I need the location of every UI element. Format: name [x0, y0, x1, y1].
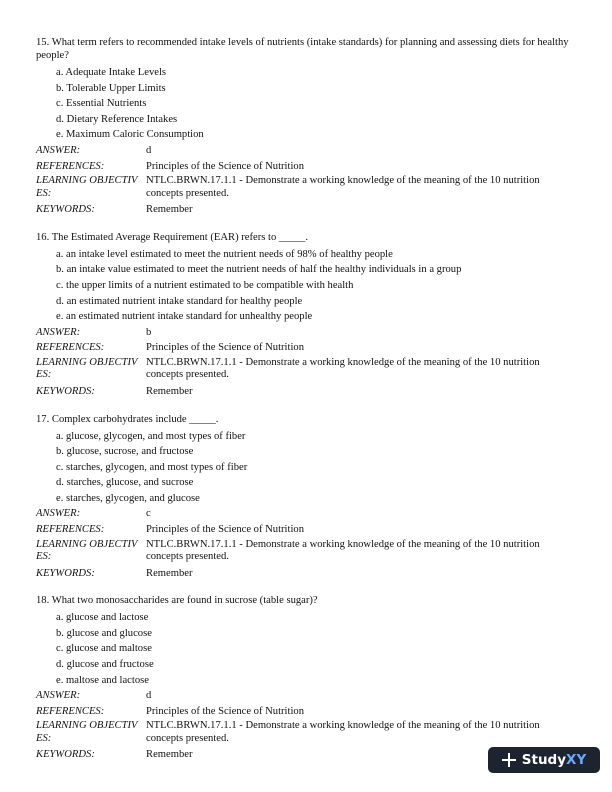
references-row: [36, 522, 576, 538]
question-text: 15. What term refers to recommended intake levels of nutrients (intake standards) for planning and assessing diets for healthy people?: [36, 37, 569, 61]
answer-option: b. an intake value estimated to meet the nutrient needs of half the healthy individuals in a group: [56, 264, 462, 276]
answer-option: e. Maximum Caloric Consumption: [56, 129, 204, 141]
references-label: REFERENCES:: [36, 160, 105, 172]
learning-objectives-value: NTLC.BRWN.17.1.1 - Demonstrate a working knowledge of the meaning of the 10 nutrition concepts presented.: [146, 720, 540, 744]
answer-option: d. glucose and fructose: [56, 659, 154, 671]
learning-objectives-row: [36, 174, 576, 202]
keywords-value: Remember: [146, 749, 193, 761]
keywords-label: KEYWORDS:: [36, 567, 95, 579]
keywords-row: [36, 384, 576, 400]
studyxy-watermark-badge[interactable]: [488, 747, 600, 773]
keywords-value: Remember: [146, 385, 193, 397]
answer-row: [36, 143, 576, 159]
references-row: [36, 159, 576, 175]
answer-value: c: [146, 508, 151, 520]
keywords-row: [36, 566, 576, 582]
learning-objectives-value: NTLC.BRWN.17.1.1 - Demonstrate a working knowledge of the meaning of the 10 nutrition concepts presented.: [146, 175, 540, 199]
brand-name: Study: [521, 751, 567, 768]
answer-option: b. Tolerable Upper Limits: [56, 82, 166, 94]
brand-accent: XY: [566, 751, 587, 768]
answer-option: b. glucose, sucrose, and fructose: [56, 446, 194, 458]
learning-objectives-label: LEARNING OBJECTIV ES:: [36, 356, 138, 381]
keywords-row: [36, 202, 576, 218]
answer-option: e. starches, glycogen, and glucose: [56, 492, 200, 504]
answer-label: ANSWER:: [36, 144, 81, 156]
answer-option: c. Essential Nutrients: [56, 98, 147, 110]
keywords-label: KEYWORDS:: [36, 385, 95, 397]
question-text: 17. Complex carbohydrates include _____.: [36, 413, 219, 425]
learning-objectives-row: [36, 538, 576, 566]
answer-value: b: [146, 326, 152, 338]
answer-option: c. the upper limits of a nutrient estimated to be compatible with health: [56, 279, 354, 291]
question-block: [36, 594, 576, 763]
answer-option: d. an estimated nutrient intake standard for healthy people: [56, 295, 303, 307]
learning-objectives-row: [36, 719, 576, 747]
references-label: REFERENCES:: [36, 342, 105, 354]
answer-row: [36, 506, 576, 522]
answer-option: a. glucose, glycogen, and most types of fiber: [56, 430, 246, 442]
answer-option: a. Adequate Intake Levels: [56, 67, 167, 78]
question-block: [36, 413, 576, 582]
question-text: 18. What two monosaccharides are found in sucrose (table sugar)?: [36, 595, 318, 607]
learning-objectives-value: NTLC.BRWN.17.1.1 - Demonstrate a working knowledge of the meaning of the 10 nutrition concepts presented.: [146, 356, 540, 381]
learning-objectives-label: LEARNING OBJECTIV ES:: [36, 720, 138, 744]
references-row: [36, 340, 576, 356]
answer-option: d. Dietary Reference Intakes: [56, 113, 178, 125]
references-value: Principles of the Science of Nutrition: [146, 705, 304, 717]
answer-option: b. glucose and glucose: [56, 627, 152, 639]
answer-label: ANSWER:: [36, 326, 81, 338]
answer-value: d: [146, 690, 152, 702]
answer-option: e. an estimated nutrient intake standard for unhealthy people: [56, 311, 313, 323]
question-block: [36, 231, 576, 400]
learning-objectives-row: [36, 356, 576, 384]
answer-option: a. glucose and lactose: [56, 612, 149, 624]
answer-row: [36, 325, 576, 341]
answer-option: c. glucose and maltose: [56, 643, 152, 655]
answer-option: d. starches, glucose, and sucrose: [56, 477, 194, 489]
references-value: Principles of the Science of Nutrition: [146, 524, 304, 536]
answer-option: c. starches, glycogen, and most types of fiber: [56, 461, 248, 473]
answer-value: d: [146, 144, 152, 156]
keywords-label: KEYWORDS:: [36, 204, 95, 216]
question-text: 16. The Estimated Average Requirement (EAR) refers to _____.: [36, 231, 309, 243]
answer-option: e. maltose and lactose: [56, 674, 149, 686]
answer-row: [36, 688, 576, 704]
plus-icon: [502, 753, 516, 767]
document-page: [36, 36, 576, 776]
references-row: [36, 704, 576, 720]
keywords-value: Remember: [146, 204, 193, 216]
learning-objectives-value: NTLC.BRWN.17.1.1 - Demonstrate a working knowledge of the meaning of the 10 nutrition concepts presented.: [146, 538, 540, 563]
answer-label: ANSWER:: [36, 690, 81, 702]
question-block: [36, 36, 576, 218]
references-value: Principles of the Science of Nutrition: [146, 160, 304, 172]
learning-objectives-label: LEARNING OBJECTIV ES:: [36, 175, 138, 199]
keywords-value: Remember: [146, 567, 193, 579]
keywords-label: KEYWORDS:: [36, 749, 95, 761]
learning-objectives-label: LEARNING OBJECTIV ES:: [36, 538, 138, 563]
references-value: Principles of the Science of Nutrition: [146, 342, 304, 354]
references-label: REFERENCES:: [36, 524, 105, 536]
answer-label: ANSWER:: [36, 508, 81, 520]
answer-option: a. an intake level estimated to meet the nutrient needs of 98% of healthy people: [56, 248, 393, 260]
references-label: REFERENCES:: [36, 705, 105, 717]
